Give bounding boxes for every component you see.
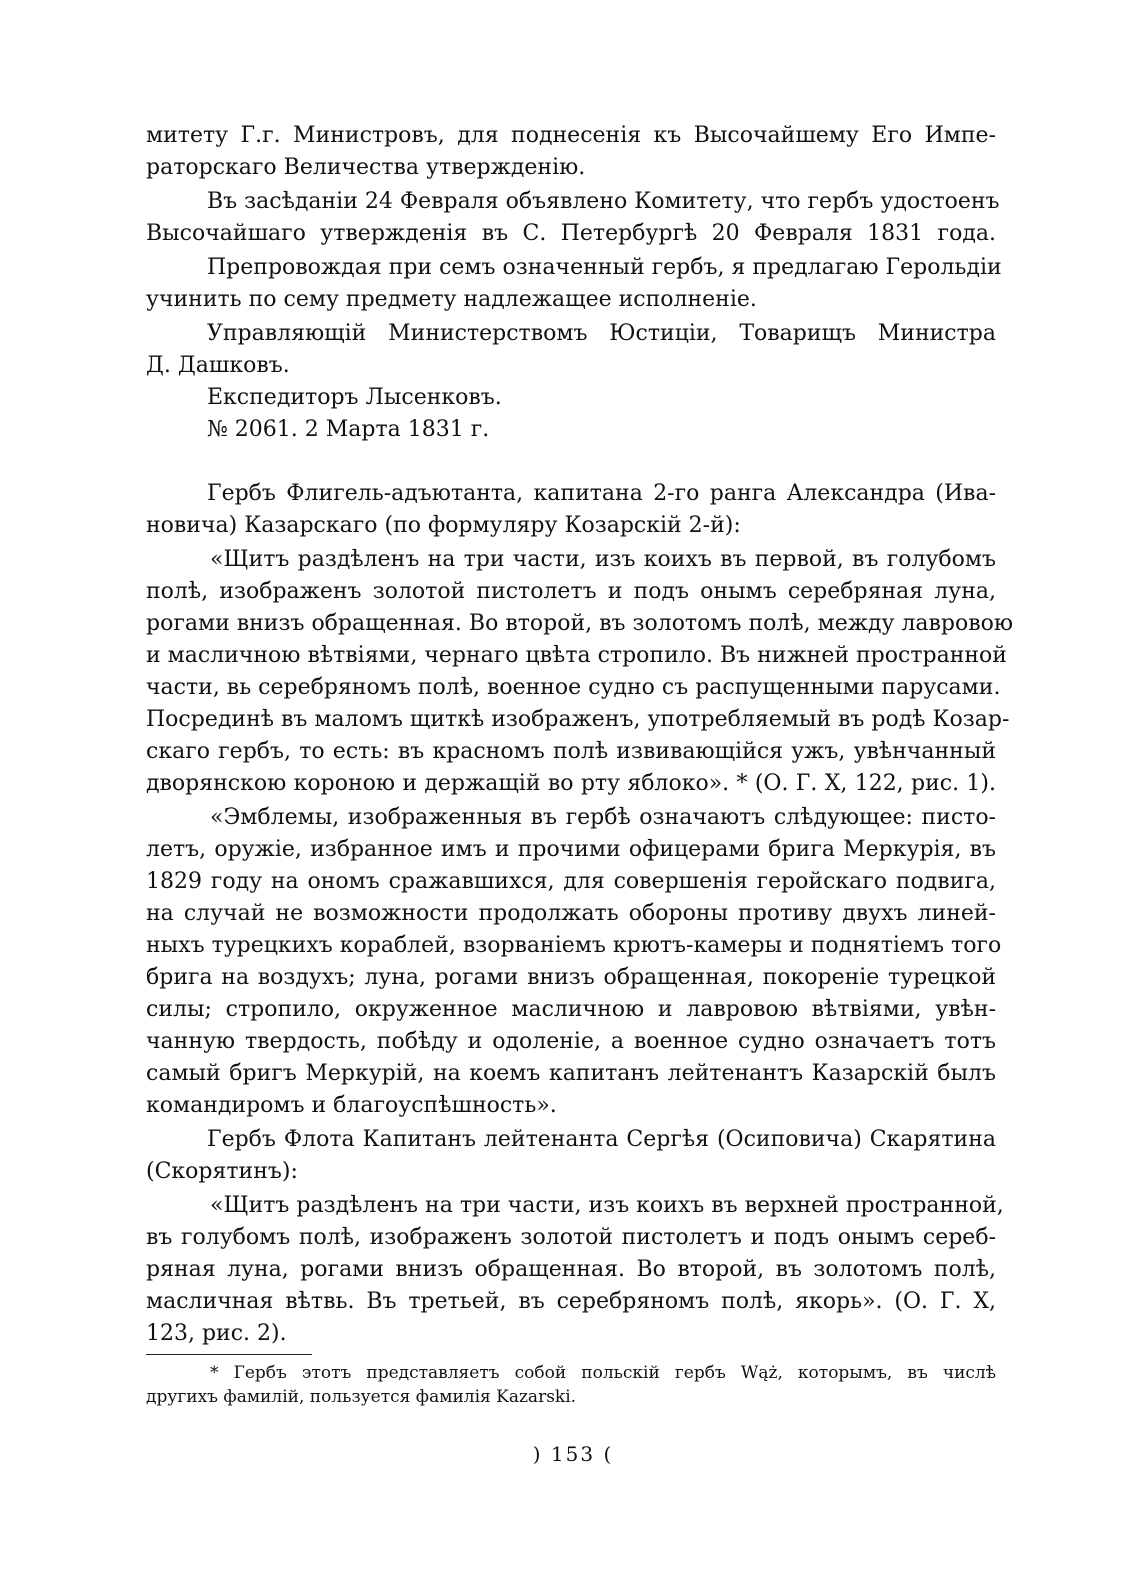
- text-line: на случай не возможности продолжать обороны противу двухъ линей-: [146, 901, 996, 926]
- text-line: «Эмблемы, изображенныя въ гербѣ означаютъ слѣдующее: писто-: [210, 805, 996, 830]
- text-line: командиромъ и благоуспѣшность».: [146, 1093, 557, 1118]
- text-line: ныхъ турецкихъ кораблей, взорваніемъ крютъ-камеры и поднятіемъ того: [146, 933, 1002, 958]
- text-line: «Щитъ раздѣленъ на три части, изъ коихъ въ первой, въ голубомъ: [210, 547, 996, 572]
- text-line: «Щитъ раздѣленъ на три части, изъ коихъ въ верхней пространной,: [210, 1193, 1004, 1218]
- text-line: ряная луна, рогами внизъ обращенная. Во второй, въ золотомъ полѣ,: [146, 1257, 996, 1282]
- text-line: 123, рис. 2).: [146, 1321, 287, 1346]
- text-line: брига на воздухъ; луна, рогами внизъ обращенная, покореніе турецкой: [146, 965, 996, 990]
- expeditor-line: Експедиторъ Лысенковъ.: [207, 385, 502, 410]
- heading-line: Гербъ Флота Капитанъ лейтенанта Сергѣя (Осиповича) Скарятина: [207, 1127, 996, 1152]
- text-line: Высочайшаго утвержденія въ С. Петербургѣ 20 Февраля 1831 года.: [146, 221, 996, 246]
- text-line: раторскаго Величества утвержденію.: [146, 155, 586, 180]
- text-line: силы; стропило, окруженное масличною и лавровою вѣтвіями, увѣн-: [146, 997, 996, 1022]
- footnote-divider: [146, 1354, 312, 1355]
- text-line: скаго гербъ, то есть: въ красномъ полѣ извивающійся ужъ, увѣнчанный: [146, 739, 996, 764]
- text-line: масличная вѣтвь. Въ третьей, въ серебряномъ полѣ, якорь». (О. Г. X,: [146, 1289, 996, 1314]
- text-line: и масличною вѣтвіями, чернаго цвѣта стропило. Въ нижней пространной: [146, 643, 1007, 668]
- text-line: полѣ, изображенъ золотой пистолетъ и подъ онымъ серебряная луна,: [146, 579, 996, 604]
- text-line: чанную твердость, побѣду и одоленіе, а военное судно означаетъ тотъ: [146, 1029, 996, 1054]
- text-line: части, вь серебряномъ полѣ, военное судно съ распущенными парусами.: [146, 675, 1001, 700]
- text-line: Препровождая при семъ означенный гербъ, я предлагаю Герольдіи: [207, 255, 1002, 280]
- footnote-line: * Гербъ этотъ представляетъ собой польскій гербъ Wąż, которымъ, въ числѣ: [210, 1363, 996, 1383]
- text-line: рогами внизъ обращенная. Во второй, въ золотомъ полѣ, между лавровою: [146, 611, 1014, 636]
- text-line: дворянскою короною и держащій во рту яблоко». * (О. Г. X, 122, рис. 1).: [146, 771, 996, 796]
- text-line: митету Г.г. Министровъ, для поднесенія къ Высочайшему Его Импе-: [146, 123, 996, 148]
- text-line: Въ засѣданіи 24 Февраля объявлено Комитету, что гербъ удостоенъ: [207, 189, 1000, 214]
- text-line: 1829 году на ономъ сражавшихся, для совершенія геройскаго подвига,: [146, 869, 996, 894]
- footnote-line: другихъ фамилій, пользуется фамилія Kazarski.: [146, 1387, 577, 1407]
- text-line: самый бригъ Меркурій, на коемъ капитанъ лейтенантъ Казарскій былъ: [146, 1061, 996, 1086]
- document-number: № 2061. 2 Марта 1831 г.: [207, 417, 490, 442]
- signatory-line: Управляющій Министерствомъ Юстиціи, Товарищъ Министра: [207, 321, 996, 346]
- page-number: ) 153 (: [532, 1442, 614, 1466]
- signatory-name: Д. Дашковъ.: [146, 353, 290, 378]
- heading-line: новича) Казарскаго (по формуляру Козарскій 2-й):: [146, 513, 741, 538]
- text-line: учинить по сему предмету надлежащее исполненіе.: [146, 287, 757, 312]
- text-line: въ голубомъ полѣ, изображенъ золотой пистолетъ и подъ онымъ сереб-: [146, 1225, 996, 1250]
- heading-line: (Скорятинъ):: [146, 1159, 298, 1184]
- text-line: летъ, оружіе, избранное имъ и прочими офицерами брига Меркурія, въ: [146, 837, 996, 862]
- text-line: Посрединѣ въ маломъ щиткѣ изображенъ, употребляемый въ родѣ Козар-: [146, 707, 1010, 732]
- heading-line: Гербъ Флигель-адъютанта, капитана 2-го ранга Александра (Ива-: [207, 481, 996, 506]
